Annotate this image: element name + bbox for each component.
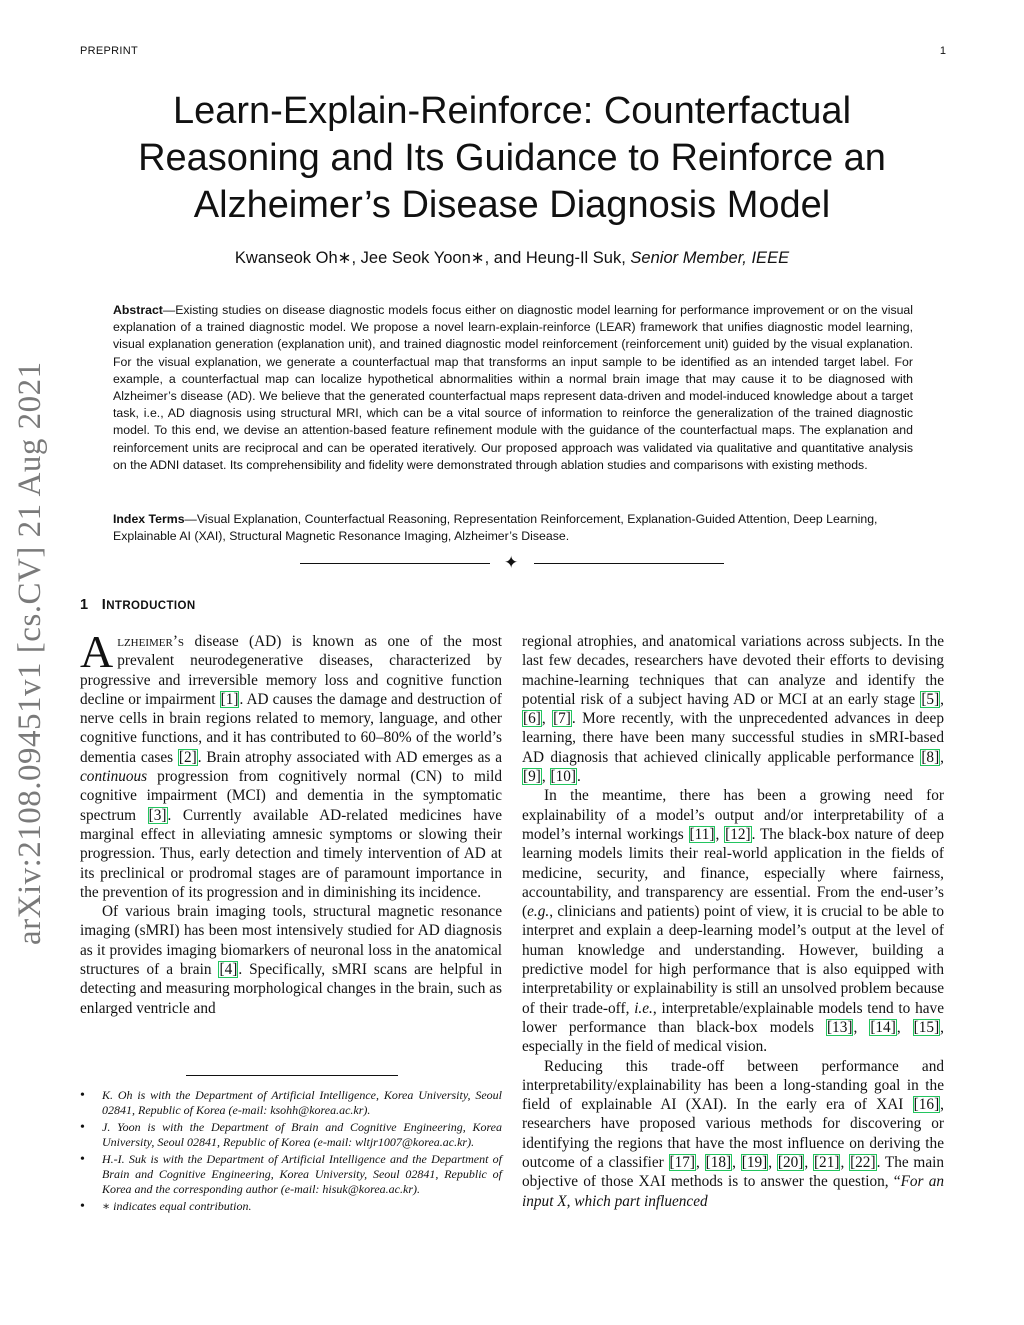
left-column	[80, 626, 502, 1018]
section-heading	[80, 597, 196, 613]
citation-link[interactable]: [17]	[669, 1154, 696, 1172]
text-run: Reducing this trade-off between performance and interpretability/explainability has been a long-standing goal in the field of explainable AI (XAI). In the early era of XAI	[522, 1057, 944, 1114]
index-terms-label: Index Terms	[113, 512, 185, 526]
text-run: , clinicians and patients) point of view, it is crucial to be able to interpret and explain a deep-learning model’s output at the level of human knowledge and understanding. However, building a predictive model for high performance that is also equipped with interpretability or explainability is still an unsolved problem because of their trade-off,	[522, 903, 944, 1017]
citation-link[interactable]: [15]	[913, 1018, 940, 1036]
text-run: . Brain atrophy associated with AD emerges as a	[197, 748, 502, 766]
page-number: 1	[939, 45, 946, 57]
abstract-text: —Existing studies on disease diagnostic models focus either on diagnostic model learning for performance improvement or on the visual explanation of a trained diagnostic model. We propose a novel learn-explain-reinforce (LEAR) framework that unifies diagnostic model learning, visual explanation generation (explanation unit), and trained diagnostic model reinforcement (reinforcement unit) guided by the visual explanation. For the visual explanation, we generate a counterfactual map that transforms an input sample to be identified as an intended target label. For example, a counterfactual map can localize hypothetical abnormalities within a normal brain image that may cause it to be diagnosed with Alzheimer’s disease (AD). We believe that the generated counterfactual maps represent data-driven and model-induced knowledge about a target task, i.e., AD diagnosis using structural MRI, which can be a vital source of information to reinforce the generalization of the trained diagnostic model. To this end, we devise an attention-based feature refinement module with the guidance of the counterfactual maps. The explanation and reinforcement units are reciprocal and can be operated iteratively. Our proposed approach was validated via qualitative and quantitative analysis on the ADNI dataset. Its comprehensibility and fidelity were demonstrated through ablation studies and comparisons with existing methods.	[113, 303, 913, 472]
text-run: disease (AD) is known as one of the most prevalent neurodegenerative diseases, characterized by progressive and irreversible memory loss and cognitive function decline or impairment	[80, 633, 502, 708]
footnote: • ∗ indicates equal contribution.	[80, 1199, 502, 1214]
citation-link[interactable]: [2]	[178, 748, 197, 766]
emphasis: e.g.	[527, 903, 550, 921]
citation-link[interactable]: [3]	[148, 806, 167, 824]
citation-link[interactable]: [18]	[705, 1154, 732, 1172]
emphasis: continuous	[80, 768, 148, 786]
paragraph: In the meantime, there has been a growing need for explainability of a model’s output and/or interpretability of a model’s internal workings [11], [12]. The black-box nature of deep learning models limits their real-world application in the fields of medicine, security, and finance, especially where fairness, accountability, and transparency are essential. From the end-user’s (e.g., clinicians and patients) point of view, it is crucial to be able to interpret and explain a deep-learning model’s output at the level of human knowledge and understanding. However, building a predictive model for high performance that is also equipped with interpretability or explainability is still an unsolved problem because of their trade-off, i.e., interpretable/explainable models tend to have lower performance than black-box models [13], [14], [15], especially in the field of medical vision.	[522, 787, 944, 1056]
text-run: . The black-box nature of deep learning models limits their real-world application in the fields of medicine, security, and finance, especially where fairness, accountability, and transparency are essential. From the end-user’s (	[522, 825, 944, 921]
smallcaps-word: lzheimer’s	[117, 633, 185, 650]
section-title-first-letter: I	[101, 597, 107, 613]
divider-line-left	[300, 563, 490, 564]
citation-link[interactable]: [10]	[550, 768, 576, 786]
index-terms-text: —Visual Explanation, Counterfactual Reasoning, Representation Reinforcement, Explanation-Guided Attention, Deep Learning, Explainable AI (XAI), Structural Magnetic Resonance Imaging, Alzheimer’s Disease.	[113, 512, 878, 544]
author-role: Senior Member, IEEE	[630, 249, 790, 267]
running-header: PREPRINT	[80, 45, 139, 57]
paragraph	[80, 902, 502, 1018]
text-run: regional atrophies, and anatomical variations across subjects. In the last few decades, researchers have devoted their efforts to devising machine-learning techniques that can analyze and identify the potential risk of a subject having AD or MCI at an early stage	[522, 633, 944, 708]
paper-title: Learn-Explain-Reinforce: Counterfactual Reasoning and Its Guidance to Reinforce an Alzheimer’s Disease Diagnosis Model	[138, 90, 886, 226]
text-run: Of various brain imaging tools, structural magnetic resonance imaging (sMRI) has been most intensively studied for AD diagnosis as it provides imaging biomarkers of neuronal loss in the anatomical structures of a brain	[80, 903, 502, 979]
citation-link[interactable]: [12]	[725, 825, 751, 843]
citation-link[interactable]: [4]	[219, 961, 238, 979]
dropcap: A	[80, 626, 114, 677]
citation-link[interactable]: [22]	[850, 1154, 876, 1172]
citation-link[interactable]: [9]	[523, 768, 541, 786]
footnotes	[80, 1088, 502, 1215]
section-divider	[300, 555, 724, 573]
citation-link[interactable]: [5]	[921, 690, 940, 708]
right-column	[522, 632, 944, 1211]
text-run: , interpretable/explainable models tend to have lower performance than black-box models	[522, 999, 944, 1036]
text-run: , researchers have proposed various methods for discovering or identifying the regions that have the most influence on deriving the outcome of a classifier	[522, 1096, 944, 1172]
citation-link[interactable]: [11]	[689, 825, 715, 843]
emphasis: For an input X, which part influenced	[522, 1173, 944, 1210]
emphasis: i.e.	[634, 999, 653, 1017]
divider-line-right	[534, 563, 724, 564]
footnote-rule	[186, 1075, 398, 1076]
arxiv-stamp[interactable]: arXiv:2108.09451v1 [cs.CV] 21 Aug 2021	[12, 361, 48, 945]
text-run: In the meantime, there has been a growing need for explainability of a model’s output and/or interpretability of a model’s internal workings	[522, 787, 944, 843]
text-run: progression from cognitively normal (CN) to mild cognitive impairment (MCI) and dementia in the symptomatic spectrum	[80, 768, 502, 824]
abstract	[113, 302, 913, 474]
text-run: . More recently, with the unprecedented advances in deep learning, there have been many successful studies in sMRI-based AD diagnosis that achieved clinically applicable performance	[522, 710, 944, 766]
text-run: . The main objective of those XAI methods is to answer the question, “	[522, 1154, 945, 1191]
section-number: 1	[80, 597, 89, 613]
paragraph	[80, 626, 502, 902]
citation-link[interactable]: [20]	[777, 1154, 804, 1172]
citation-link[interactable]: [8]	[921, 748, 940, 766]
text-run: , especially in the field of medical vision.	[522, 1018, 944, 1056]
author-names: Kwanseok Oh∗, Jee Seok Yoon∗, and Heung-Il Suk,	[234, 249, 626, 267]
footnote: • J. Yoon is with the Department of Brain and Cognitive Engineering, Korea University, Seoul 02841, Republic of Korea (e-mail: wltjr1007@korea.ac.kr).	[80, 1120, 502, 1151]
section-title-rest: NTRODUCTION	[106, 600, 196, 612]
footnote: • K. Oh is with the Department of Artificial Intelligence, Korea University, Seoul 02841, Republic of Korea (e-mail: ksohh@korea.ac.kr).	[80, 1088, 502, 1119]
text-run: . AD causes the damage and destruction of nerve cells in brain regions related to memory, language, and other cognitive functions, and it has contributed to 60–80% of the world’s dementia cases	[80, 690, 502, 766]
paragraph: Reducing this trade-off between performance and interpretability/explainability has been a long-standing goal in the field of explainable AI (XAI). In the early era of XAI [16], researchers have proposed various methods for discovering or identifying the regions that have the most influence on deriving the outcome of a classifier [17], [18], [19], [20], [21], [22]. The main objective of those XAI methods is to answer the question, “For an input X, which part influenced	[522, 1057, 945, 1210]
citation-link[interactable]: [21]	[813, 1154, 840, 1172]
index-terms	[113, 511, 913, 545]
text-run: . Specifically, sMRI scans are helpful in detecting and measuring morphological changes in the brain, such as enlarged ventricle and	[80, 961, 502, 1017]
citation-link[interactable]: [1]	[220, 690, 239, 708]
citation-link[interactable]: [7]	[553, 710, 571, 728]
divider-star-icon: ✦	[504, 553, 519, 572]
paragraph: regional atrophies, and anatomical variations across subjects. In the last few decades, researchers have devoted their efforts to devising machine-learning techniques that can analyze and identify the potential risk of a subject having AD or MCI at an early stage [5], [6], [7]. More recently, with the unprecedented advances in deep learning, there have been many successful studies in sMRI-based AD diagnosis that achieved clinically applicable performance [8], [9], [10].	[522, 633, 944, 786]
text-run: . Currently available AD-related medicines have marginal effect in alleviating amnesic symptoms or slowing their progression. Thus, early detection and timely intervention of AD at its preclinical or prodromal stages are of paramount importance in the prevention of its progression and in diminishing its incidence.	[80, 806, 502, 901]
abstract-label: Abstract	[113, 303, 163, 317]
citation-link[interactable]: [19]	[741, 1154, 768, 1172]
citation-link[interactable]: [6]	[523, 710, 541, 728]
citation-link[interactable]: [16]	[913, 1096, 940, 1114]
footnote: • H.-I. Suk is with the Department of Artificial Intelligence and the Department of Brain and Cognitive Engineering, Korea University, Seoul 02841, Republic of Korea and the corresponding author (e-mail: hisuk@korea.ac.kr).	[80, 1152, 502, 1198]
citation-link[interactable]: [13]	[826, 1018, 853, 1036]
author-line	[80, 248, 944, 268]
citation-link[interactable]: [14]	[870, 1018, 896, 1036]
